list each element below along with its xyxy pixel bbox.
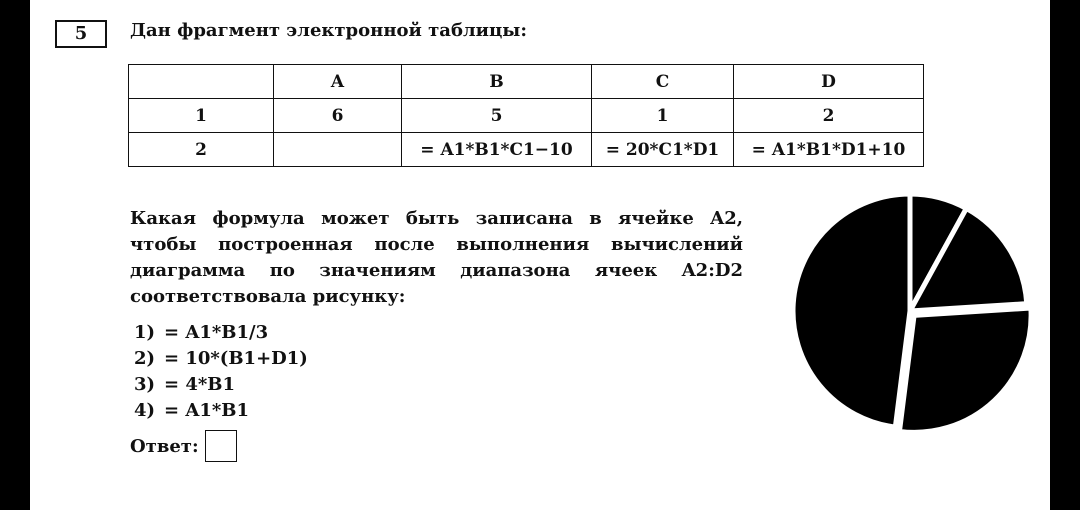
option-number: 3) [134,374,156,395]
option-2 [134,346,308,372]
pie-chart [785,186,1035,436]
pie-slice-4 [793,194,910,427]
option-number: 2) [134,348,156,369]
option-1 [134,320,308,346]
table-row [129,99,924,133]
option-formula: = 10*(B1+D1) [164,348,308,369]
table-row [129,133,924,167]
row-header: 2 [129,133,274,167]
option-4 [134,398,308,424]
spreadsheet-fragment [128,64,924,167]
table-cell [274,133,402,167]
option-3 [134,372,308,398]
task-intro: Дан фрагмент электронной таблицы: [130,20,527,41]
table-cell: 6 [274,99,402,133]
table-cell: 1 [592,99,734,133]
column-header: D [734,65,924,99]
pie-slice-3 [899,308,1031,432]
column-header: B [402,65,592,99]
option-formula: = A1*B1/3 [164,322,269,343]
question-text: Какая формула может быть записана в ячейке A2, чтобы построенная после выполнения вычислений диаграмма по значениям диапазона ячеек A2:D2 соответствовала рисунку: [130,208,743,307]
table-cell: 5 [402,99,592,133]
answer-row [130,428,237,464]
option-number: 1) [134,322,156,343]
answer-options [134,320,308,424]
option-formula: = 4*B1 [164,374,236,395]
table-header-row [129,65,924,99]
option-number: 4) [134,400,156,421]
table-cell: 2 [734,99,924,133]
corner-cell [129,65,274,99]
pie-chart-svg [785,186,1035,436]
row-header: 1 [129,99,274,133]
task-page [30,0,1050,510]
answer-label: Ответ: [130,435,199,457]
column-header: C [592,65,734,99]
column-header: A [274,65,402,99]
table-cell: = A1*B1*D1+10 [734,133,924,167]
answer-input-box[interactable] [205,430,237,462]
table-cell: = A1*B1*C1−10 [402,133,592,167]
table-cell: = 20*C1*D1 [592,133,734,167]
task-number: 5 [55,20,107,48]
option-formula: = A1*B1 [164,400,249,421]
